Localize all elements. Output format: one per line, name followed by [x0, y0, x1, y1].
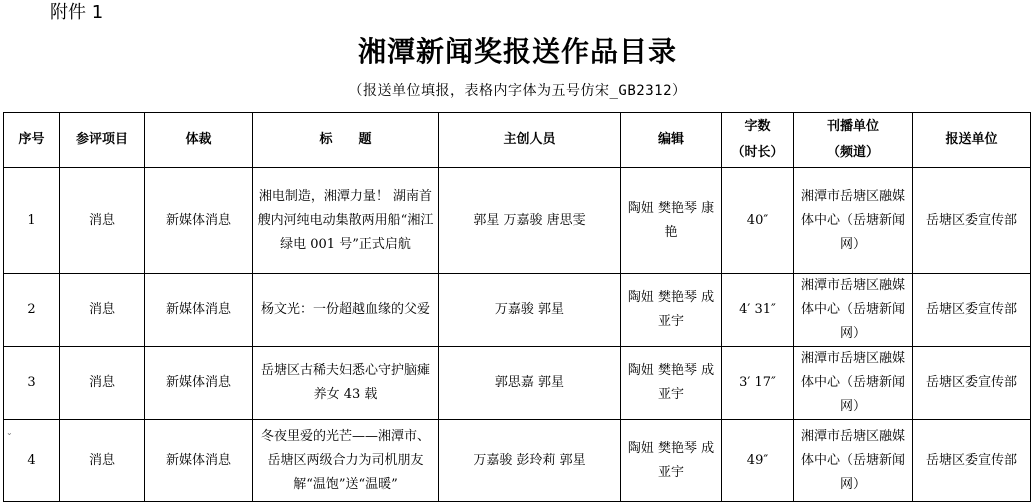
header-index: 序号 — [4, 113, 60, 168]
cell-genre: 新媒体消息 — [145, 168, 253, 274]
header-outlet-line2: （频道） — [826, 145, 879, 160]
cell-index: 2 — [4, 274, 60, 347]
cell-outlet: 湘潭市岳塘区融媒体中心（岳塘新闻网） — [794, 420, 913, 502]
cell-index: 3 — [4, 347, 60, 420]
cell-title: 湘电制造，湘潭力量！ 湖南首艘内河纯电动集散两用船“湘江绿电 001 号”正式启航 — [253, 168, 439, 274]
cell-outlet: 湘潭市岳塘区融媒体中心（岳塘新闻网） — [794, 274, 913, 347]
cell-item: 消息 — [60, 420, 145, 502]
table-row — [4, 168, 1031, 274]
cell-index: 4 — [4, 420, 60, 502]
cell-submitter: 岳塘区委宣传部 — [913, 168, 1031, 274]
cell-index: 1 — [4, 168, 60, 274]
page-title: 湘潭新闻奖报送作品目录 — [357, 35, 677, 68]
cell-title: 杨文光：一份超越血缘的父爱 — [253, 274, 439, 347]
cell-submitter: 岳塘区委宣传部 — [913, 347, 1031, 420]
cell-item: 消息 — [60, 274, 145, 347]
header-outlet-line1: 刊播单位 — [826, 119, 879, 134]
cell-title: 岳塘区古稀夫妇悉心守护脑瘫养女 43 载 — [253, 347, 439, 420]
cell-submitter: 岳塘区委宣传部 — [913, 420, 1031, 502]
cell-length: 49″ — [722, 420, 794, 502]
small-mark-icon: ⌄ — [6, 428, 13, 437]
cell-item: 消息 — [60, 347, 145, 420]
cell-editors: 陶妞 樊艳琴 康艳 — [621, 168, 722, 274]
header-creators: 主创人员 — [439, 113, 621, 168]
cell-outlet: 湘潭市岳塘区融媒体中心（岳塘新闻网） — [794, 347, 913, 420]
header-item: 参评项目 — [60, 113, 145, 168]
cell-editors: 陶妞 樊艳琴 成亚宇 — [621, 347, 722, 420]
cell-outlet: 湘潭市岳塘区融媒体中心（岳塘新闻网） — [794, 168, 913, 274]
cell-length: 4′ 31″ — [722, 274, 794, 347]
cell-genre: 新媒体消息 — [145, 420, 253, 502]
cell-title: 冬夜里爱的光芒——湘潭市、岳塘区两级合力为司机朋友解“温饱”送“温暖” — [253, 420, 439, 502]
cell-creators: 郭思嘉 郭星 — [439, 347, 621, 420]
header-row — [4, 113, 1031, 168]
page-subtitle: （报送单位填报，表格内字体为五号仿宋_GB2312） — [348, 83, 687, 99]
cell-item: 消息 — [60, 168, 145, 274]
catalog-table — [3, 112, 1031, 502]
header-genre: 体裁 — [145, 113, 253, 168]
table-row — [4, 347, 1031, 420]
table-row — [4, 420, 1031, 502]
cell-creators: 万嘉骏 彭玲莉 郭星 — [439, 420, 621, 502]
header-outlet — [794, 113, 913, 168]
header-length — [722, 113, 794, 168]
cell-genre: 新媒体消息 — [145, 347, 253, 420]
cell-submitter: 岳塘区委宣传部 — [913, 274, 1031, 347]
header-length-line2: （时长） — [731, 145, 784, 160]
header-length-line1: 字数 — [744, 119, 771, 134]
cell-creators: 郭星 万嘉骏 唐思雯 — [439, 168, 621, 274]
cell-editors: 陶妞 樊艳琴 成亚宇 — [621, 420, 722, 502]
header-submitter: 报送单位 — [913, 113, 1031, 168]
cell-genre: 新媒体消息 — [145, 274, 253, 347]
cell-creators: 万嘉骏 郭星 — [439, 274, 621, 347]
table-row — [4, 274, 1031, 347]
header-title: 标 题 — [253, 113, 439, 168]
cell-length: 3′ 17″ — [722, 347, 794, 420]
cell-editors: 陶妞 樊艳琴 成亚宇 — [621, 274, 722, 347]
header-editors: 编辑 — [621, 113, 722, 168]
cell-length: 40″ — [722, 168, 794, 274]
attachment-label: 附件 1 — [50, 2, 104, 23]
